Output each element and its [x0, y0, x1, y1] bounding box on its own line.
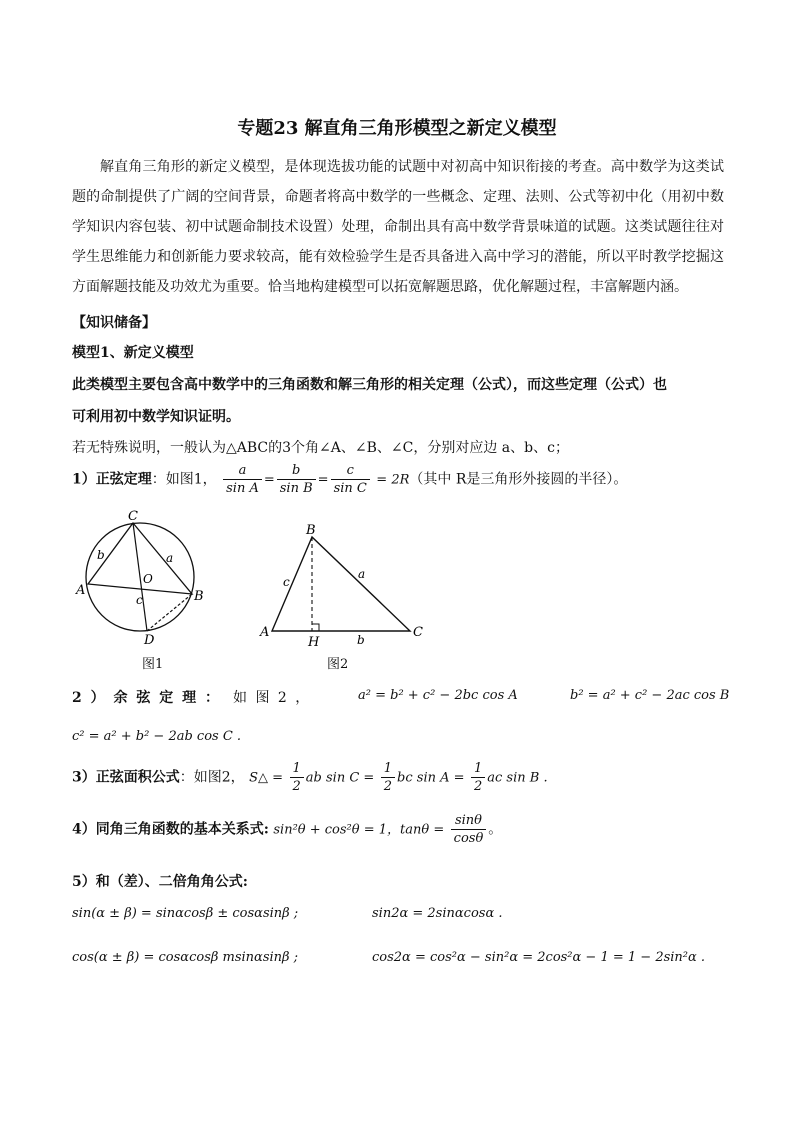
- sine-law-note: （其中 R是三角形外接圆的半径）。: [409, 471, 628, 488]
- fraction-denominator: sin A: [226, 481, 259, 496]
- cosine-law-label: 2 ） 余 弦 定 理 ：: [72, 690, 221, 706]
- sine-law-prefix: ：如图1，: [151, 471, 217, 488]
- half-fraction: [471, 760, 485, 795]
- model-description-line-1: 此类模型主要包含高中数学中的三角函数和解三角形的相关定理（公式），而这些定理（公式）也: [72, 377, 667, 393]
- right-angle-mark: [312, 624, 319, 631]
- fraction-numerator: sinθ: [451, 812, 487, 830]
- fraction-denominator: 2: [292, 779, 301, 794]
- fraction-numerator: 1: [471, 760, 485, 778]
- page-title: 专题23 解直角三角形模型之新定义模型: [237, 118, 557, 139]
- figure-2-triangle-diagram: [258, 520, 438, 650]
- area-term-3: ac sin B .: [487, 770, 548, 786]
- area-law-label: 3）正弦面积公式: [72, 769, 180, 786]
- sum-formulas-heading: [72, 871, 248, 891]
- model-description-line-2: 可利用初中数学知识证明。: [72, 409, 240, 425]
- area-law-line: [72, 760, 548, 795]
- area-term-1: ab sin C =: [305, 770, 375, 786]
- cosine-law-eq-b: b² = a² + c² − 2ac cos B: [570, 688, 730, 703]
- fraction-denominator: sin C: [333, 481, 367, 496]
- fraction-denominator: 2: [383, 779, 393, 794]
- identity-end: 。: [488, 821, 503, 838]
- label-O: O: [143, 572, 153, 586]
- cosine-law-eq-c: c² = a² + b² − 2ab cos C .: [72, 729, 242, 744]
- figure-2-caption: 图2: [327, 657, 349, 672]
- sine-law-fraction-b: [277, 462, 316, 497]
- model-heading: 模型1、新定义模型: [72, 345, 194, 361]
- fraction-numerator: 1: [290, 760, 304, 778]
- intro-paragraph: 解直角三角形的新定义模型，是体现选拔功能的试题中对初高中知识衔接的考查。高中数学为这类试题的命制提供了广阔的空间背景，命题者将高中数学的一些概念、定理、法则、公式等初中化（用初中数学知识内容包装、初中试题命制技术设置）处理，命制出具有高中数学背景味道的试题。这类试题往往对学生思维能力和创新能力要求较高，能有效检验学生是否具备进入高中学习的潜能，所以平时教学挖掘这方面解题技能及功效尤为重要。恰当地构建模型可以拓宽解题思路，优化解题过程，丰富解题内涵。: [72, 159, 724, 295]
- label-b: b: [97, 548, 105, 562]
- assumption-text: 若无特殊说明，一般认为△ABC的3个角∠A、∠B、∠C，分别对应边 a、b、c；: [72, 440, 569, 456]
- label-a: a: [358, 567, 366, 581]
- sine-law-rhs: = 2R: [376, 472, 410, 488]
- identity-eq: sin²θ + cos²θ = 1，tanθ =: [273, 822, 445, 838]
- label-C: C: [413, 625, 423, 640]
- sine-law-line: 1）正弦定理：如图1， $\frac{a}{\text{sin A}}$ = $\frac{b}{\text{sin B}}$ = $\frac{c}{\text{sin C}}$ = 2R（其中 R是三角形外接圆的半径）。: [72, 463, 628, 496]
- sin-double-formula: sin2α = 2sinαcosα .: [372, 906, 503, 921]
- sum-formulas-colon: :: [242, 874, 248, 890]
- area-term-2: bc sin A =: [397, 770, 465, 786]
- cosine-law-line: [72, 687, 311, 707]
- segment-db: [147, 594, 192, 631]
- sine-law-fraction-c: [331, 462, 370, 497]
- fraction-denominator: cosθ: [453, 831, 484, 846]
- label-C: C: [128, 509, 138, 524]
- fraction-denominator: sin B: [279, 481, 313, 496]
- label-B: B: [194, 589, 204, 604]
- sine-law-fraction-a: [223, 462, 262, 497]
- fraction-numerator: 1: [381, 760, 395, 778]
- cosine-law-prefix: 如 图 2 ，: [233, 690, 312, 706]
- identity-label: 4）同角三角函数的基本关系式: [72, 821, 264, 838]
- cosine-law-eq-a: a² = b² + c² − 2bc cos A: [358, 688, 518, 703]
- label-b: b: [357, 633, 365, 647]
- label-B: B: [306, 523, 316, 538]
- label-A: A: [260, 625, 270, 640]
- half-fraction: [381, 760, 395, 795]
- label-D: D: [144, 633, 155, 648]
- fraction-numerator: a: [223, 462, 262, 480]
- triangle-abc: [272, 537, 410, 631]
- area-law-prefix: ：如图2，: [179, 769, 245, 786]
- sine-law-label: 1）正弦定理: [72, 471, 152, 488]
- cos-double-formula: cos2α = cos²α − sin²α = 2cos²α − 1 = 1 − 2sin²α .: [372, 950, 706, 965]
- sin-sum-formula: sin(α ± β) = sinαcosβ ± cosαsinβ ;: [72, 906, 299, 921]
- label-H: H: [308, 635, 320, 650]
- figure-1-circle-diagram: [70, 506, 220, 648]
- fraction-denominator: 2: [473, 779, 483, 794]
- label-c: c: [136, 593, 143, 607]
- fraction-numerator: c: [331, 462, 370, 480]
- figure-1-caption: 图1: [142, 657, 164, 672]
- identity-line: 4）同角三角函数的基本关系式: sin²θ + cos²θ = 1，tanθ = $\frac{\sin\theta}{\cos\theta}$ 。: [72, 813, 503, 846]
- label-a: a: [166, 551, 174, 565]
- tan-fraction: [451, 812, 487, 847]
- section-heading: 【知识储备】: [72, 315, 156, 331]
- area-law-lhs: S△ =: [249, 770, 284, 786]
- cos-sum-formula: cos(α ± β) = cosαcosβ msinαsinβ ;: [72, 950, 299, 965]
- sum-formulas-label: 5）和（差）、二倍角角公式: [72, 874, 243, 890]
- label-A: A: [76, 583, 86, 598]
- fraction-numerator: b: [277, 462, 316, 480]
- half-fraction: [290, 760, 304, 795]
- label-c: c: [283, 575, 290, 589]
